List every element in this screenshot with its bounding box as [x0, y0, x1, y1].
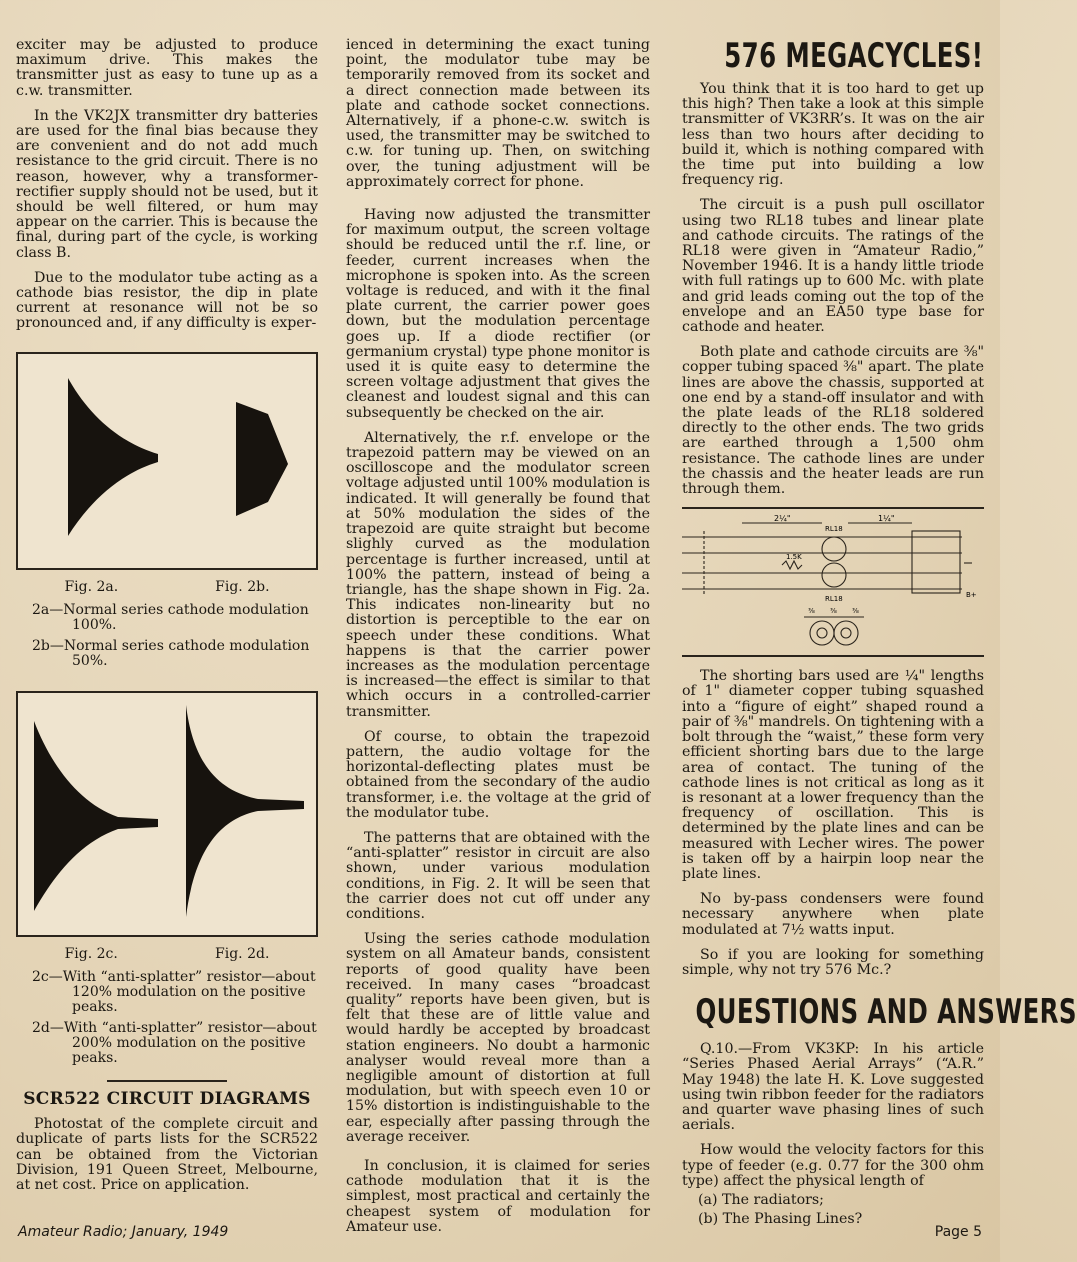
dim-frac-3: ⅜	[852, 607, 859, 616]
figure-2cd	[16, 691, 318, 937]
rl18-oscillator-schematic	[682, 509, 984, 655]
fig-2b-label: Fig. 2b.	[215, 578, 270, 595]
paragraph: Of course, to obtain the trapezoid pattern, the audio voltage for the horizontal-deflecting plates must be obtained from the secondary of the audio transformer, i.e. the voltage at the grid of the modulator tube.	[346, 728, 650, 821]
paragraph: So if you are looking for something simple, why not try 576 Mc.?	[682, 946, 984, 978]
column-right	[682, 36, 1077, 1231]
resistor-label: 1.5K	[786, 553, 802, 562]
paragraph: How would the velocity factors for this type of feeder (e.g. 0.77 for the 300 ohm type) affect the physical length of	[682, 1142, 984, 1189]
footer-left: Amateur Radio; January, 1949	[18, 1224, 229, 1240]
trapezoid-patterns-cd	[18, 693, 316, 935]
footer-page-number: Page 5	[934, 1224, 982, 1240]
section-divider	[107, 1080, 227, 1082]
caption-list-cd	[16, 970, 318, 1066]
paragraph: Both plate and cathode circuits are ⅜" copper tubing spaced ⅜" apart. The plate lines are above the chassis, supported at one end by a stand-off insulator and with the plate leads of the RL18 soldered directly to the other ends. The two grids are earthed through a 1,500 ohm resistance. The cathode lines are under the chassis and the heater leads are run through them.	[682, 344, 984, 498]
paragraph: Q.10.—From VK3KP: In his article “Series Phased Aerial Arrays” (“A.R.” May 1948) the late H. K. Love suggested using twin ribbon feeder for the radiators and quarter wave phasing lines of such aerials.	[682, 1041, 984, 1134]
fig-2a-label: Fig. 2a.	[64, 578, 119, 595]
figure-2ab	[16, 352, 318, 570]
option-b: (b) The Phasing Lines?	[698, 1211, 863, 1228]
paragraph: Alternatively, the r.f. envelope or the trapezoid pattern may be viewed on an oscilloscope and the modulator screen voltage adjusted until 100% modulation is indicated. It will generally be found that at 50% modulation the sides of the trapezoid are quite straight but become slighly curved as the modulation percentage is further increased, until at 100% the pattern, instead of being a triangle, has the shape shown in Fig. 2a. This indicates non-linearity but no distortion is perceptible to the ear on speech under these conditions. What happens is that the carrier power increases as the modulation percentage is increased—the effect is similar to that which occurs in a controlled-carrier transmitter.	[346, 429, 650, 720]
scr522-heading: SCR522 CIRCUIT DIAGRAMS	[23, 1089, 311, 1110]
caption-2a: 2a—Normal series cathode modulation 100%.	[32, 601, 309, 633]
paragraph: ienced in determining the exact tuning point, the modulator tube may be temporarily removed from its socket and a direct connection made between its plate and cathode socket connections. Alternatively, if a phone-c.w. switch is used, the transmitter may be switched to c.w. for tuning up. Then, on switching over, the tuning adjustment will be approximately correct for phone.	[346, 37, 650, 190]
caption-2c: 2c—With “anti-splatter” resistor—about 120% modulation on the positive peaks.	[32, 969, 316, 1016]
heading-576-megacycles: 576 MEGACYCLES!	[724, 36, 984, 76]
paragraph: In the VK2JX transmitter dry batteries are used for the final bias because they are convenient and do not add much resistance to the grid circuit. There is no reason, however, why a transformer-rectifier supply should not be used, but it should be well filtered, or hum may appear on the carrier. This is because the final, during part of the cycle, is working class B.	[16, 107, 318, 261]
trapezoid-patterns-ab	[18, 354, 316, 568]
paragraph: Due to the modulator tube acting as a cathode bias resistor, the dip in plate current at resonance will not be so pronounced and, if any difficulty is exper-	[16, 269, 318, 332]
tube-label-bottom: RL18	[825, 595, 843, 604]
caption-2b: 2b—Normal series cathode modulation 50%.	[32, 637, 310, 669]
fig-2d-pattern	[186, 705, 304, 917]
paragraph: Having now adjusted the transmitter for maximum output, the screen voltage should be reduced until the r.f. line, or feeder, current increases when the microphone is spoken into. As the screen voltage is reduced, and with it the final plate current, the carrier power goes down, but the modulation percentage goes up. If a diode rectifier (or germanium crystal) type phone monitor is used it is quite easy to determine the screen voltage adjustment that gives the cleanest and loudest signal and this can subsequently be checked on the air.	[346, 207, 650, 421]
tube-label-top: RL18	[825, 525, 843, 534]
paragraph: Photostat of the complete circuit and duplicate of parts lists for the SCR522 can be obtained from the Victorian Division, 191 Queen Street, Melbourne, at net cost. Price on application.	[16, 1116, 318, 1194]
figure-2cd-labels	[16, 947, 318, 962]
fig-2c-label: Fig. 2c.	[64, 945, 118, 962]
heading-questions-answers: QUESTIONS AND ANSWERS	[695, 992, 1077, 1033]
fig-2c-pattern	[34, 721, 158, 911]
paragraph: Using the series cathode modulation system on all Amateur bands, consistent reports of good quality have been received. In many cases “broadcast quality” reports have been given, but is felt that these are of little value and would hardly be accepted by broadcast station engineers. No doubt a harmonic analyser would reveal more than a negligible amount of distortion at full modulation, but with speech even 10 or 15% distortion is indistinguishable to the ear, especially after passing through the average receiver.	[346, 931, 650, 1145]
paragraph: You think that it is too hard to get up this high? Then take a look at this simple transmitter of VK3RR’s. It was on the air less than two hours after deciding to build it, which is nothing compared with the time put into building a low frequency rig.	[682, 81, 984, 189]
bplus-label: B+	[966, 591, 977, 600]
paragraph: The patterns that are obtained with the “anti-splatter” resistor in circuit are also shown, under various modulation conditions, in Fig. 2. It will be seen that the carrier does not cut off under any conditions.	[346, 829, 650, 922]
column-left	[16, 38, 318, 1203]
figure-2ab-labels	[16, 580, 318, 595]
paragraph: The circuit is a push pull oscillator using two RL18 tubes and linear plate and cathode circuits. The ratings of the RL18 were given in “Amateur Radio,” November 1946. It is a handy little triode with full ratings up to 600 Mc. with plate and grid leads coming out the top of the envelope and an EA50 type base for cathode and heater.	[682, 197, 984, 336]
dim-frac-1: ⅜	[808, 607, 815, 616]
option-a: (a) The radiators;	[698, 1191, 824, 1208]
caption-list-ab	[16, 603, 318, 669]
fig-2a-pattern	[68, 378, 158, 536]
dim-frac-2: ⅜	[830, 607, 837, 616]
paragraph: exciter may be adjusted to produce maximum drive. This makes the transmitter just as easy to tune up as a c.w. transmitter.	[16, 37, 318, 99]
caption-2d: 2d—With “anti-splatter” resistor—about 200% modulation on the positive peaks.	[32, 1020, 317, 1067]
dim-label-right: 1¼"	[878, 514, 895, 524]
paragraph: The shorting bars used are ¼" lengths of 1" diameter copper tubing squashed into a “figure of eight” shaped round a pair of ⅜" mandrels. On tightening with a bolt through the “waist,” these form very efficient shorting bars due to the large area of contact. The tuning of the cathode lines is not critical as long as it is resonant at a lower frequency than the frequency of oscillation. This is determined by the plate lines and can be measured with Lecher wires. The power is taken off by a hairpin loop near the plate lines.	[682, 668, 984, 882]
fig-2d-label: Fig. 2d.	[215, 945, 270, 962]
fig-2b-pattern	[236, 402, 288, 516]
dim-label-left: 2¼"	[774, 514, 791, 524]
question-options	[682, 1193, 984, 1227]
paragraph: No by-pass condensers were found necessary anywhere when plate modulated at 7½ watts input.	[682, 891, 984, 938]
column-middle	[346, 38, 650, 1245]
circuit-diagram	[682, 507, 984, 657]
paragraph: In conclusion, it is claimed for series cathode modulation that it is the simplest, most practical and certainly the cheapest system of modulation for Amateur use.	[346, 1158, 650, 1235]
